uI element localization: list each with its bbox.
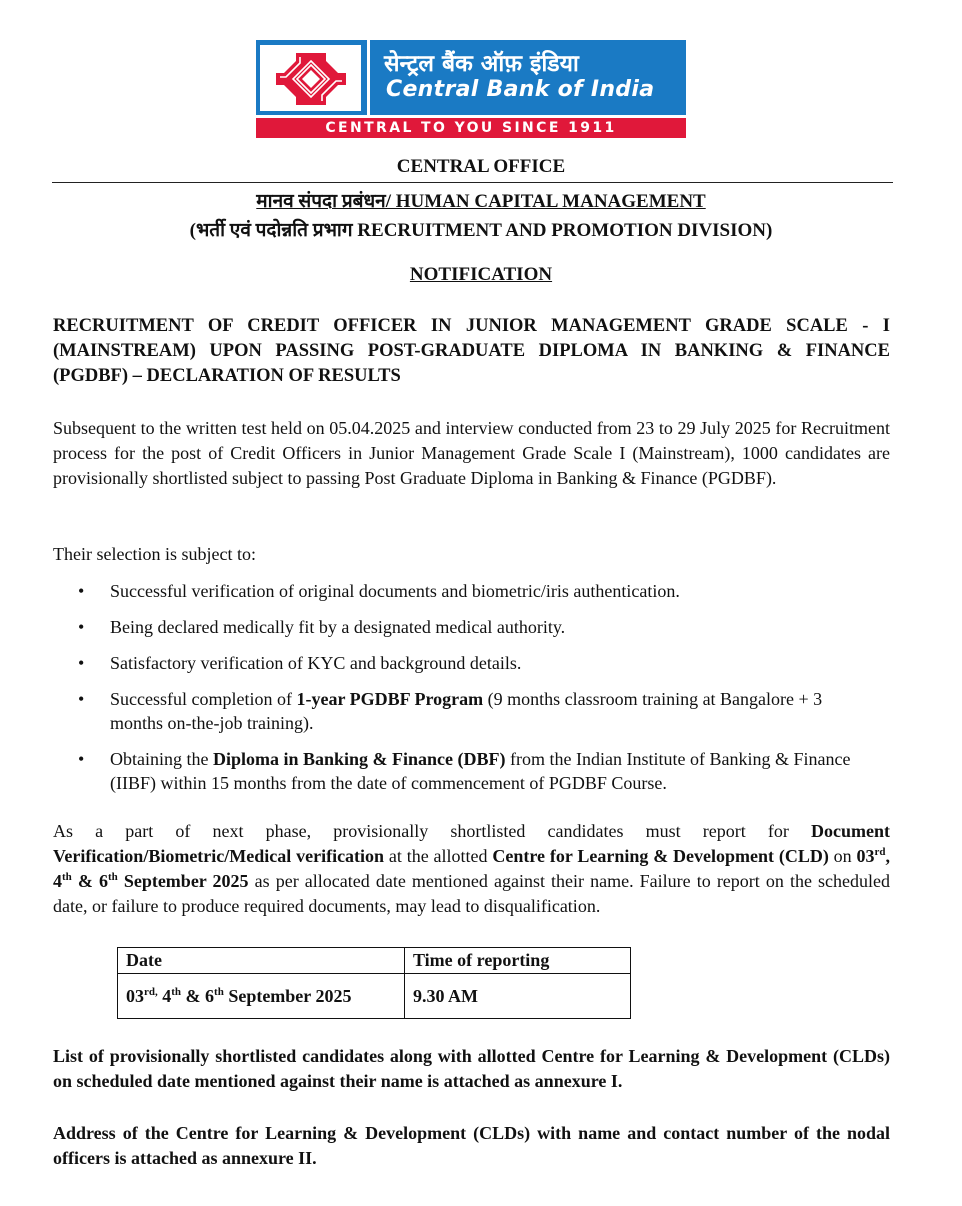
logo-divider	[367, 40, 370, 115]
bullet-icon: •	[78, 749, 85, 769]
header-divider	[52, 182, 893, 183]
table-row	[118, 974, 631, 1019]
reporting-schedule-table	[117, 947, 631, 1019]
logo-tagline: CENTRAL TO YOU SINCE 1911	[256, 118, 686, 138]
reporting-dates: 03rd, 4th & 6th September 2025	[53, 846, 891, 891]
list-item	[78, 687, 878, 735]
time-cell: 9.30 AM	[405, 974, 631, 1019]
division-heading: (भर्ती एवं पदोन्नति प्रभाग RECRUITMENT AND PROMOTION DIVISION)	[189, 220, 773, 241]
office-heading: CENTRAL OFFICE	[396, 156, 566, 177]
bullet-icon: •	[78, 617, 85, 637]
logo-emblem-box	[260, 45, 361, 111]
department-heading: मानव संपदा प्रबंधन/ HUMAN CAPITAL MANAGEMENT	[256, 191, 706, 212]
date-cell: $03^{rd,}$ 4th & 6th September 2025	[118, 974, 405, 1019]
annexure-one-note: List of provisionally shortlisted candidates along with allotted Centre for Learning & Development (CLDs) on scheduled date mentioned against their name is attached as annexure I.	[53, 1046, 890, 1091]
list-item-text: Obtaining the Diploma in Banking & Finance (DBF) from the Indian Institute of Banking & Finance (IIBF) within 15 months from the date of commencement of PGDBF Course.	[110, 749, 851, 793]
intro-paragraph: Subsequent to the written test held on 05.04.2025 and interview conducted from 23 to 29 July 2025 for Recruitment process for the post of Credit Officers in Junior Management Grade Scale I (Mainstream), 1000 candidates are provisionally shortlisted subject to passing Post Graduate Diploma in Banking & Finance (PGDBF).	[53, 418, 890, 488]
bank-emblem-icon	[274, 51, 348, 107]
list-item	[78, 579, 878, 603]
annexure-two-note: Address of the Centre for Learning & Development (CLDs) with name and contact number of the nodal officers is attached as annexure II.	[53, 1123, 890, 1168]
logo-english-name: Central Bank of India	[386, 77, 655, 102]
program-name: 1-year PGDBF Program	[296, 689, 484, 709]
document-title: RECRUITMENT OF CREDIT OFFICER IN JUNIOR MANAGEMENT GRADE SCALE - I (MAINSTREAM) UPON PASSING POST-GRADUATE DIPLOMA IN BANKING & FINANCE (PGDBF) – DECLARATION OF RESULTS	[53, 316, 890, 386]
bank-logo	[256, 40, 686, 138]
list-item-text: Satisfactory verification of KYC and background details.	[110, 653, 522, 673]
list-item-text: Being declared medically fit by a designated medical authority.	[110, 617, 566, 637]
notification-heading: NOTIFICATION	[409, 264, 553, 285]
selection-intro: Their selection is subject to:	[53, 544, 256, 564]
list-item-text: Successful verification of original documents and biometric/iris authentication.	[110, 581, 680, 601]
column-header-date: Date	[118, 948, 405, 974]
bullet-icon: •	[78, 581, 85, 601]
list-item	[78, 615, 878, 639]
column-header-time: Time of reporting	[405, 948, 631, 974]
list-item-text: Successful completion of 1-year PGDBF Program (9 months classroom training at Bangalore + 3 months on-the-job training).	[110, 689, 823, 733]
logo-hindi-name: सेन्ट्रल बैंक ऑफ़ इंडिया	[384, 51, 579, 77]
bullet-icon: •	[78, 653, 85, 673]
table-header-row	[118, 948, 631, 974]
list-item	[78, 651, 878, 675]
next-phase-paragraph: As a part of next phase, provisionally shortlisted candidates must report for Document Verification/Biometric/Medical verification at the allotted Centre for Learning & Development (CLD) on 03rd, 4th & 6th September 2025 as per allocated date mentioned against their name. Failure to report on the scheduled date, or failure to produce required documents, may lead to disqualification.	[53, 821, 891, 916]
bullet-icon: •	[78, 689, 85, 709]
selection-conditions-list	[78, 579, 878, 807]
list-item	[78, 747, 878, 795]
diploma-name: Diploma in Banking & Finance (DBF)	[212, 749, 506, 769]
